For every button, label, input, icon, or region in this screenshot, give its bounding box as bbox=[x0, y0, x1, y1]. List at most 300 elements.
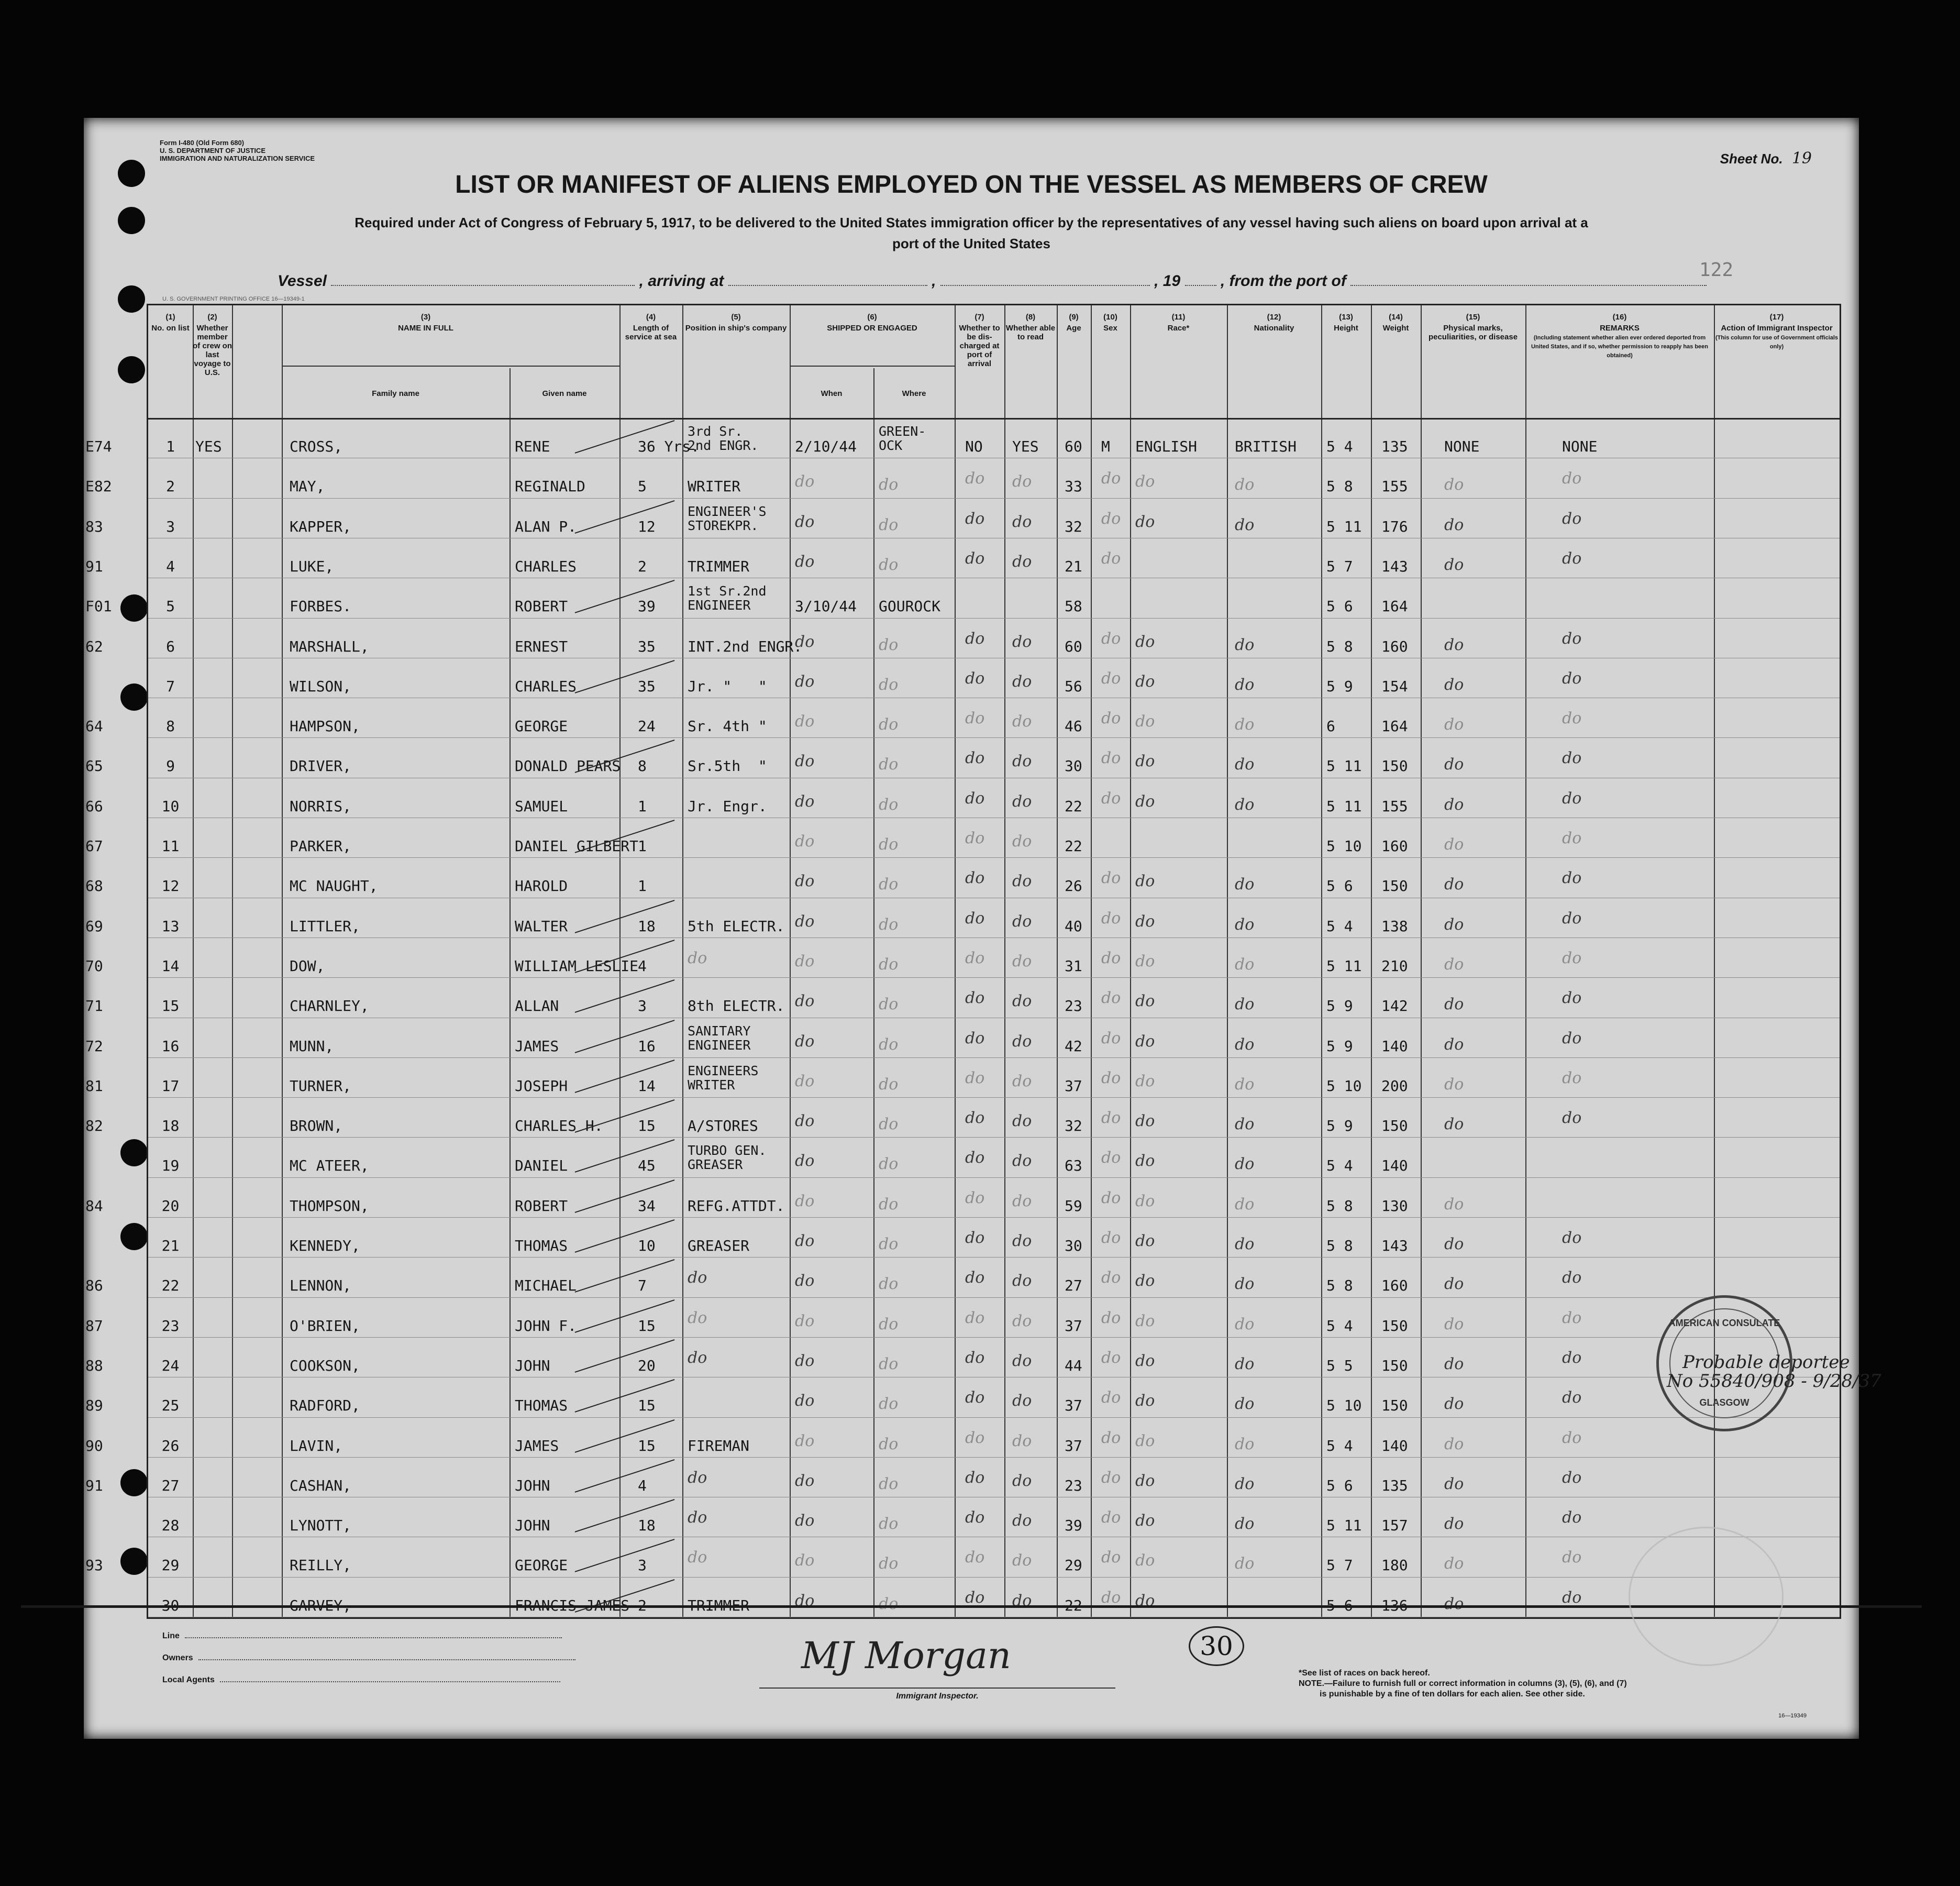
race: do bbox=[1135, 952, 1155, 970]
race: do bbox=[1135, 1591, 1155, 1610]
form-number: Form I-480 (Old Form 680) bbox=[160, 139, 245, 147]
page-title: LIST OR MANIFEST OF ALIENS EMPLOYED ON THE VESSEL AS MEMBERS OF CREW bbox=[455, 171, 1488, 198]
race: do bbox=[1135, 1512, 1155, 1530]
col-header-crew: (2) Whether member of crew on last voyage to U.S. bbox=[193, 313, 232, 377]
family-name: LAVIN, bbox=[290, 1437, 343, 1454]
height: 5 5 bbox=[1326, 1356, 1353, 1374]
given-name: GEORGE bbox=[515, 1557, 568, 1574]
weight: 154 bbox=[1381, 677, 1408, 695]
shipped-where: do bbox=[879, 675, 899, 694]
given-name: ROBERT bbox=[515, 598, 568, 615]
tick-mark bbox=[575, 1459, 675, 1493]
family-name: KAPPER, bbox=[290, 517, 352, 535]
inspector-signature: MJ Morgan bbox=[801, 1634, 1011, 1677]
weight: 180 bbox=[1381, 1557, 1408, 1574]
physical-marks: do bbox=[1444, 915, 1464, 934]
nationality: do bbox=[1235, 1115, 1255, 1134]
sex: do bbox=[1101, 1229, 1121, 1247]
weight: 143 bbox=[1381, 557, 1408, 575]
able-to-read: do bbox=[1012, 912, 1032, 931]
shipped-where: do bbox=[879, 1155, 899, 1174]
vessel-line: Vessel , arriving at , , 19 , from the port of bbox=[278, 272, 1707, 290]
sex: do bbox=[1101, 1109, 1121, 1128]
row-number: 16 bbox=[161, 1037, 180, 1055]
service-length: 36 Yrs. bbox=[638, 438, 700, 455]
family-name: TURNER, bbox=[290, 1077, 352, 1095]
age: 56 bbox=[1065, 677, 1082, 695]
physical-marks: do bbox=[1444, 635, 1464, 654]
weight: 138 bbox=[1381, 917, 1408, 935]
weight: 155 bbox=[1381, 797, 1408, 815]
weight: 164 bbox=[1381, 718, 1408, 735]
height: 5 8 bbox=[1326, 637, 1353, 655]
row-margin-number: 70 bbox=[85, 957, 103, 975]
age: 32 bbox=[1065, 517, 1082, 535]
given-name: ERNEST bbox=[515, 637, 568, 655]
age: 40 bbox=[1065, 917, 1082, 935]
shipped-where: do bbox=[879, 875, 899, 894]
tick-mark bbox=[575, 1259, 675, 1293]
able-to-read: YES bbox=[1012, 438, 1039, 455]
service-length: 3 bbox=[638, 997, 647, 1015]
row-margin-number: 91 bbox=[85, 1476, 103, 1494]
height: 5 8 bbox=[1326, 478, 1353, 495]
service-length: 18 bbox=[638, 1517, 656, 1535]
height: 5 11 bbox=[1326, 757, 1362, 775]
age: 63 bbox=[1065, 1157, 1082, 1175]
position: REFG.ATTDT. bbox=[688, 1197, 785, 1215]
weight: 155 bbox=[1381, 478, 1408, 495]
discharged: do bbox=[965, 1428, 985, 1447]
remarks: do bbox=[1562, 749, 1582, 768]
remarks: do bbox=[1562, 1548, 1582, 1567]
sex: M bbox=[1101, 438, 1110, 455]
row-number: 6 bbox=[166, 637, 175, 655]
height: 5 4 bbox=[1326, 1317, 1353, 1334]
nationality: do bbox=[1235, 476, 1255, 494]
physical-marks: do bbox=[1444, 1275, 1464, 1294]
family-name: MUNN, bbox=[290, 1037, 334, 1055]
row-margin-number: 62 bbox=[85, 637, 103, 655]
race: do bbox=[1135, 1471, 1155, 1490]
col-header-given: Given name bbox=[542, 389, 587, 398]
remarks: do bbox=[1562, 509, 1582, 528]
remarks: do bbox=[1562, 989, 1582, 1008]
able-to-read: do bbox=[1012, 1431, 1032, 1450]
sex: do bbox=[1101, 1548, 1121, 1567]
col-header-race: (11) Race* bbox=[1167, 313, 1190, 333]
sex: do bbox=[1101, 1068, 1121, 1087]
age: 31 bbox=[1065, 957, 1082, 975]
height: 5 4 bbox=[1326, 1157, 1353, 1175]
weight: 150 bbox=[1381, 1317, 1408, 1334]
able-to-read: do bbox=[1012, 632, 1032, 651]
footer-notes bbox=[1299, 1668, 1627, 1700]
service-length: 12 bbox=[638, 517, 656, 535]
col-header-discharged: (7) Whether to be dis-charged at port of arrival bbox=[959, 313, 1000, 368]
physical-marks: do bbox=[1444, 1035, 1464, 1054]
remarks: do bbox=[1562, 629, 1582, 648]
position: Jr. Engr. bbox=[688, 797, 767, 815]
col-header-family: Family name bbox=[372, 389, 419, 398]
able-to-read: do bbox=[1012, 1311, 1032, 1330]
able-to-read: do bbox=[1012, 752, 1032, 771]
service-name: IMMIGRATION AND NATURALIZATION SERVICE bbox=[160, 155, 315, 162]
family-name: CHARNLEY, bbox=[290, 997, 369, 1015]
row-number: 7 bbox=[166, 677, 175, 695]
physical-marks: do bbox=[1444, 476, 1464, 494]
punch-hole bbox=[120, 1139, 148, 1166]
family-name: LENNON, bbox=[290, 1277, 352, 1295]
service-length: 3 bbox=[638, 1557, 647, 1574]
discharged: do bbox=[965, 1149, 985, 1167]
discharged: do bbox=[965, 1229, 985, 1247]
age: 46 bbox=[1065, 718, 1082, 735]
row-margin-number: 86 bbox=[85, 1277, 103, 1295]
col-header-nationality: (12) Nationality bbox=[1254, 313, 1294, 333]
physical-marks: do bbox=[1444, 1235, 1464, 1253]
row-number: 29 bbox=[161, 1557, 180, 1574]
height: 5 11 bbox=[1326, 957, 1362, 975]
discharged: do bbox=[965, 1348, 985, 1367]
physical-marks: do bbox=[1444, 715, 1464, 734]
family-name: GARVEY, bbox=[290, 1596, 352, 1614]
age: 21 bbox=[1065, 557, 1082, 575]
service-length: 34 bbox=[638, 1197, 656, 1215]
age: 27 bbox=[1065, 1277, 1082, 1295]
row-number: 27 bbox=[161, 1476, 180, 1494]
able-to-read: do bbox=[1012, 1192, 1032, 1210]
punch-hole bbox=[118, 356, 145, 383]
position: SANITARY ENGINEER bbox=[688, 1023, 751, 1053]
punch-hole bbox=[120, 594, 148, 622]
given-name: JOHN F. bbox=[515, 1317, 577, 1334]
age: 42 bbox=[1065, 1037, 1082, 1055]
weight: 143 bbox=[1381, 1237, 1408, 1254]
crew-table bbox=[85, 304, 1881, 1619]
service-length: 5 bbox=[638, 478, 647, 495]
able-to-read: do bbox=[1012, 552, 1032, 571]
row-number: 26 bbox=[161, 1437, 180, 1454]
sex: do bbox=[1101, 1188, 1121, 1207]
nationality: do bbox=[1235, 1515, 1255, 1534]
consulate-stamp: AMERICAN CONSULATE GLASGOW bbox=[1656, 1295, 1792, 1431]
row-number: 17 bbox=[161, 1077, 180, 1095]
shipped-when: do bbox=[795, 952, 815, 970]
position: 8th ELECTR. bbox=[688, 997, 785, 1015]
height: 5 9 bbox=[1326, 1117, 1353, 1135]
position: do bbox=[688, 1308, 707, 1327]
service-length: 15 bbox=[638, 1317, 656, 1334]
physical-marks: do bbox=[1444, 1195, 1464, 1214]
nationality: do bbox=[1235, 635, 1255, 654]
service-length: 1 bbox=[638, 877, 647, 895]
age: 37 bbox=[1065, 1397, 1082, 1415]
race: do bbox=[1135, 472, 1155, 491]
row-margin-number: 71 bbox=[85, 997, 103, 1015]
row-margin-number: 90 bbox=[85, 1437, 103, 1454]
position: do bbox=[688, 948, 707, 967]
height: 6 bbox=[1326, 718, 1335, 735]
race: do bbox=[1135, 1551, 1155, 1570]
sex: do bbox=[1101, 669, 1121, 688]
position: do bbox=[688, 1348, 707, 1367]
discharged: do bbox=[965, 749, 985, 768]
given-name: JAMES bbox=[515, 1037, 559, 1055]
family-name: MC NAUGHT, bbox=[290, 877, 378, 895]
shipped-where: do bbox=[879, 1395, 899, 1414]
form-code: 16—19349 bbox=[1778, 1713, 1807, 1719]
height: 5 9 bbox=[1326, 1037, 1353, 1055]
date-field bbox=[940, 272, 1150, 286]
shipped-where: do bbox=[879, 715, 899, 734]
row-prior-voyage: YES bbox=[195, 438, 222, 455]
nationality: do bbox=[1235, 755, 1255, 774]
discharged: do bbox=[965, 1109, 985, 1128]
shipped-when: do bbox=[795, 1192, 815, 1210]
family-name: O'BRIEN, bbox=[290, 1317, 360, 1334]
service-length: 18 bbox=[638, 917, 656, 935]
given-name: ROBERT bbox=[515, 1197, 568, 1215]
service-length: 16 bbox=[638, 1037, 656, 1055]
sex: do bbox=[1101, 1348, 1121, 1367]
discharged: do bbox=[965, 549, 985, 568]
annotation-line-1: Probable deportee bbox=[1682, 1352, 1850, 1373]
race: do bbox=[1135, 1311, 1155, 1330]
age: 60 bbox=[1065, 438, 1082, 455]
line-field: Line bbox=[162, 1631, 575, 1653]
height: 5 6 bbox=[1326, 598, 1353, 615]
able-to-read: do bbox=[1012, 872, 1032, 891]
year-label: , 19 bbox=[1154, 272, 1181, 290]
sex: do bbox=[1101, 1428, 1121, 1447]
height: 5 8 bbox=[1326, 1197, 1353, 1215]
nationality: do bbox=[1235, 955, 1255, 974]
sheet-label: Sheet No. bbox=[1720, 151, 1783, 167]
able-to-read: do bbox=[1012, 952, 1032, 970]
row-margin-number: 64 bbox=[85, 718, 103, 735]
family-name: DRIVER, bbox=[290, 757, 352, 775]
row-margin-number: 89 bbox=[85, 1397, 103, 1415]
remarks: do bbox=[1562, 1428, 1582, 1447]
discharged: do bbox=[965, 629, 985, 648]
height: 5 9 bbox=[1326, 997, 1353, 1015]
row-number: 15 bbox=[161, 997, 180, 1015]
port-label: , from the port of bbox=[1220, 272, 1346, 290]
position: ENGINEERS WRITER bbox=[688, 1063, 759, 1093]
sex: do bbox=[1101, 1308, 1121, 1327]
physical-marks: do bbox=[1444, 1075, 1464, 1094]
shipped-when: do bbox=[795, 1232, 815, 1250]
shipped-where: do bbox=[879, 1515, 899, 1534]
tick-mark bbox=[575, 1060, 675, 1093]
col-header-marks: (15) Physical marks, peculiarities, or disease bbox=[1428, 313, 1518, 341]
discharged: do bbox=[965, 1388, 985, 1407]
sex: do bbox=[1101, 869, 1121, 888]
age: 30 bbox=[1065, 1237, 1082, 1254]
weight: 157 bbox=[1381, 1517, 1408, 1535]
position: ENGINEER'S STOREKPR. bbox=[688, 503, 767, 533]
shipped-when: 3/10/44 bbox=[795, 598, 857, 615]
shipped-when: do bbox=[795, 472, 815, 491]
row-number: 25 bbox=[161, 1397, 180, 1415]
age: 37 bbox=[1065, 1437, 1082, 1454]
inspector-signature-block bbox=[759, 1634, 1115, 1701]
row-margin-number: 67 bbox=[85, 837, 103, 855]
weight: 150 bbox=[1381, 757, 1408, 775]
row-margin-number: 84 bbox=[85, 1197, 103, 1215]
row-margin-number: 72 bbox=[85, 1037, 103, 1055]
shipped-where: do bbox=[879, 476, 899, 494]
nationality: do bbox=[1235, 1554, 1255, 1573]
shipped-where: do bbox=[879, 795, 899, 814]
shipped-when: do bbox=[795, 1272, 815, 1291]
punch-hole bbox=[118, 285, 145, 313]
able-to-read: do bbox=[1012, 1272, 1032, 1291]
nationality: do bbox=[1235, 1435, 1255, 1453]
remarks: do bbox=[1562, 549, 1582, 568]
family-name: CROSS, bbox=[290, 438, 343, 455]
height: 5 10 bbox=[1326, 1397, 1362, 1415]
given-name: THOMAS bbox=[515, 1237, 568, 1254]
shipped-where: do bbox=[879, 1035, 899, 1054]
sex: do bbox=[1101, 1588, 1121, 1607]
age: 37 bbox=[1065, 1077, 1082, 1095]
physical-marks: do bbox=[1444, 675, 1464, 694]
height: 5 11 bbox=[1326, 517, 1362, 535]
weight: 150 bbox=[1381, 1397, 1408, 1415]
physical-marks: do bbox=[1444, 835, 1464, 854]
note-races: *See list of races on back hereof. bbox=[1299, 1669, 1430, 1678]
discharged: do bbox=[965, 1508, 985, 1527]
weight: 135 bbox=[1381, 1476, 1408, 1494]
total-count: 30 bbox=[1189, 1626, 1244, 1666]
position: do bbox=[688, 1548, 707, 1567]
shipped-where: do bbox=[879, 955, 899, 974]
given-name: WILLIAM LESLIE bbox=[515, 957, 639, 975]
remarks: do bbox=[1562, 789, 1582, 808]
race: do bbox=[1135, 1431, 1155, 1450]
weight: 140 bbox=[1381, 1037, 1408, 1055]
sex: do bbox=[1101, 789, 1121, 808]
height: 5 9 bbox=[1326, 677, 1353, 695]
given-name: ALAN P. bbox=[515, 517, 577, 535]
shipped-where: do bbox=[879, 1075, 899, 1094]
tick-mark bbox=[575, 660, 675, 693]
given-name: REGINALD bbox=[515, 478, 585, 495]
service-length: 24 bbox=[638, 718, 656, 735]
sex: do bbox=[1101, 1269, 1121, 1287]
shipped-where: do bbox=[879, 1435, 899, 1453]
able-to-read: do bbox=[1012, 792, 1032, 811]
age: 39 bbox=[1065, 1517, 1082, 1535]
manifest-sheet bbox=[84, 118, 1881, 1739]
physical-marks: do bbox=[1444, 955, 1464, 974]
col-header-name: (3) NAME IN FULL bbox=[398, 313, 453, 333]
race: do bbox=[1135, 872, 1155, 891]
tick-mark bbox=[575, 1419, 675, 1453]
sex: do bbox=[1101, 948, 1121, 967]
col-header-service: (4) Length of service at sea bbox=[625, 313, 677, 341]
able-to-read: do bbox=[1012, 672, 1032, 691]
nationality: do bbox=[1235, 795, 1255, 814]
row-margin-number: 69 bbox=[85, 917, 103, 935]
race: do bbox=[1135, 1192, 1155, 1210]
nationality: do bbox=[1235, 875, 1255, 894]
position: FIREMAN bbox=[688, 1437, 750, 1454]
remarks: do bbox=[1562, 829, 1582, 847]
family-name: MARSHALL, bbox=[290, 637, 369, 655]
height: 5 8 bbox=[1326, 1237, 1353, 1254]
row-margin-number: 66 bbox=[85, 797, 103, 815]
weight: 140 bbox=[1381, 1157, 1408, 1175]
shipped-where: do bbox=[879, 1235, 899, 1253]
shipped-where: do bbox=[879, 1315, 899, 1333]
year-field bbox=[1185, 272, 1216, 286]
shipped-when: do bbox=[795, 552, 815, 571]
service-length: 15 bbox=[638, 1117, 656, 1135]
given-name: ALLAN bbox=[515, 997, 559, 1015]
height: 5 4 bbox=[1326, 917, 1353, 935]
discharged: do bbox=[965, 948, 985, 967]
race: do bbox=[1135, 1112, 1155, 1131]
sex: do bbox=[1101, 1149, 1121, 1167]
vessel-label: Vessel bbox=[278, 272, 327, 290]
note-penalty-1: NOTE.—Failure to furnish full or correct information in columns (3), (5), (6), and (7) bbox=[1299, 1679, 1627, 1688]
sheet-value: 19 bbox=[1791, 149, 1812, 168]
tick-mark bbox=[575, 1219, 675, 1253]
shipped-when: do bbox=[795, 872, 815, 891]
remarks: do bbox=[1562, 1029, 1582, 1047]
height: 5 6 bbox=[1326, 1596, 1353, 1614]
remarks: do bbox=[1562, 1068, 1582, 1087]
service-length: 4 bbox=[638, 957, 647, 975]
race: do bbox=[1135, 1152, 1155, 1171]
given-name: HAROLD bbox=[515, 877, 568, 895]
nationality: do bbox=[1235, 1235, 1255, 1253]
owners-field: Owners bbox=[162, 1653, 575, 1675]
race: do bbox=[1135, 912, 1155, 931]
shipped-where: GOUROCK bbox=[879, 598, 941, 615]
remarks: do bbox=[1562, 1308, 1582, 1327]
stamped-number: 122 bbox=[1699, 259, 1733, 281]
height: 5 6 bbox=[1326, 877, 1353, 895]
nationality: do bbox=[1235, 1155, 1255, 1174]
position: 1st Sr.2nd ENGINEER bbox=[688, 583, 767, 613]
weight: 200 bbox=[1381, 1077, 1408, 1095]
discharged: do bbox=[965, 909, 985, 928]
remarks: NONE bbox=[1562, 438, 1598, 455]
discharged: do bbox=[965, 1068, 985, 1087]
row-number: 14 bbox=[161, 957, 180, 975]
physical-marks: do bbox=[1444, 755, 1464, 774]
family-name: MAY, bbox=[290, 478, 325, 495]
col-header-position: (5) Position in ship's company bbox=[685, 313, 787, 333]
col-header-read: (8) Whether able to read bbox=[1005, 313, 1056, 341]
age: 22 bbox=[1065, 837, 1082, 855]
sex: do bbox=[1101, 1388, 1121, 1407]
height: 5 7 bbox=[1326, 1557, 1353, 1574]
shipped-when: do bbox=[795, 1351, 815, 1370]
age: 30 bbox=[1065, 757, 1082, 775]
tick-mark bbox=[575, 979, 675, 1013]
race: do bbox=[1135, 1232, 1155, 1250]
remarks: do bbox=[1562, 1588, 1582, 1607]
race: ENGLISH bbox=[1135, 438, 1198, 455]
row-number: 5 bbox=[166, 598, 175, 615]
age: 26 bbox=[1065, 877, 1082, 895]
position: do bbox=[688, 1508, 707, 1527]
